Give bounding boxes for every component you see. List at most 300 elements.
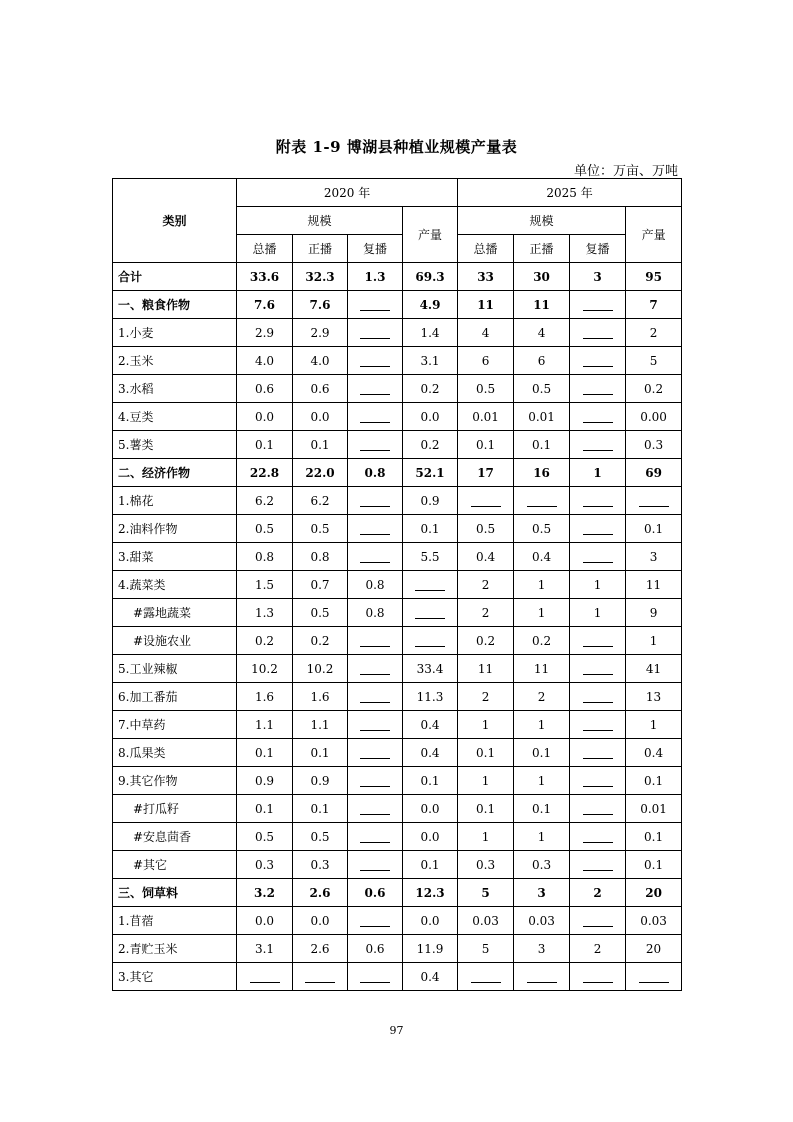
value-cell: 1 bbox=[458, 711, 514, 739]
header-scale-2025: 规模 bbox=[458, 207, 626, 235]
table-row bbox=[113, 907, 682, 935]
header-main-sown-2020: 正播 bbox=[293, 235, 348, 263]
value-cell: 0.0 bbox=[403, 823, 458, 851]
value-cell: 0.00 bbox=[626, 403, 682, 431]
value-cell: 2 bbox=[626, 319, 682, 347]
row-category-name: 合计 bbox=[113, 263, 237, 291]
value-cell: 3 bbox=[570, 263, 626, 291]
dash-line bbox=[360, 926, 390, 927]
value-cell: 0.0 bbox=[237, 403, 293, 431]
empty-cell-dash bbox=[458, 963, 514, 991]
table-title: 附表 1-9 博湖县种植业规模产量表 bbox=[275, 138, 518, 156]
empty-cell-dash bbox=[403, 627, 458, 655]
dash-line bbox=[583, 758, 613, 759]
empty-cell-dash bbox=[570, 543, 626, 571]
dash-line bbox=[360, 366, 390, 367]
dash-line bbox=[527, 982, 557, 983]
value-cell: 1.3 bbox=[348, 263, 403, 291]
value-cell: 0.0 bbox=[237, 907, 293, 935]
table-row bbox=[113, 599, 682, 627]
value-cell: 6 bbox=[458, 347, 514, 375]
row-category-name: #露地蔬菜 bbox=[113, 599, 237, 627]
table-row bbox=[113, 375, 682, 403]
table-row bbox=[113, 711, 682, 739]
value-cell: 0.1 bbox=[237, 431, 293, 459]
value-cell: 0.1 bbox=[403, 851, 458, 879]
row-category-name: 1.棉花 bbox=[113, 487, 237, 515]
dash-line bbox=[360, 786, 390, 787]
value-cell: 3 bbox=[626, 543, 682, 571]
value-cell: 4.0 bbox=[293, 347, 348, 375]
row-category-name: 1.苜蓿 bbox=[113, 907, 237, 935]
value-cell: 0.01 bbox=[626, 795, 682, 823]
value-cell: 10.2 bbox=[237, 655, 293, 683]
value-cell: 0.3 bbox=[293, 851, 348, 879]
value-cell: 5 bbox=[458, 935, 514, 963]
value-cell: 0.5 bbox=[293, 599, 348, 627]
row-category-name: 一、粮食作物 bbox=[113, 291, 237, 319]
dash-line bbox=[360, 646, 390, 647]
empty-cell-dash bbox=[570, 347, 626, 375]
dash-line bbox=[360, 758, 390, 759]
table-row bbox=[113, 543, 682, 571]
dash-line bbox=[583, 646, 613, 647]
table-row bbox=[113, 823, 682, 851]
dash-line bbox=[360, 394, 390, 395]
value-cell: 1 bbox=[458, 767, 514, 795]
value-cell: 52.1 bbox=[403, 459, 458, 487]
table-row bbox=[113, 319, 682, 347]
dash-line bbox=[360, 534, 390, 535]
header-year-2025: 2025 年 bbox=[458, 179, 682, 207]
table-row bbox=[113, 935, 682, 963]
value-cell: 1 bbox=[514, 823, 570, 851]
dash-line bbox=[305, 982, 335, 983]
value-cell: 0.6 bbox=[348, 935, 403, 963]
value-cell: 7.6 bbox=[293, 291, 348, 319]
value-cell: 11.9 bbox=[403, 935, 458, 963]
table-row bbox=[113, 683, 682, 711]
value-cell: 1.6 bbox=[237, 683, 293, 711]
value-cell: 0.1 bbox=[237, 795, 293, 823]
dash-line bbox=[583, 450, 613, 451]
value-cell: 6 bbox=[514, 347, 570, 375]
value-cell: 0.0 bbox=[403, 403, 458, 431]
dash-line bbox=[583, 982, 613, 983]
empty-cell-dash bbox=[570, 515, 626, 543]
empty-cell-dash bbox=[570, 823, 626, 851]
empty-cell-dash bbox=[514, 963, 570, 991]
value-cell: 1 bbox=[514, 571, 570, 599]
value-cell: 0.1 bbox=[626, 767, 682, 795]
row-category-name: 2.青贮玉米 bbox=[113, 935, 237, 963]
value-cell: 95 bbox=[626, 263, 682, 291]
row-category-name: 4.蔬菜类 bbox=[113, 571, 237, 599]
empty-cell-dash bbox=[348, 515, 403, 543]
table-row bbox=[113, 655, 682, 683]
empty-cell-dash bbox=[348, 683, 403, 711]
value-cell: 32.3 bbox=[293, 263, 348, 291]
value-cell: 1 bbox=[458, 823, 514, 851]
empty-cell-dash bbox=[570, 375, 626, 403]
header-total-sown-2020: 总播 bbox=[237, 235, 293, 263]
row-category-name: 3.其它 bbox=[113, 963, 237, 991]
value-cell: 0.1 bbox=[403, 767, 458, 795]
row-category-name: 5.薯类 bbox=[113, 431, 237, 459]
dash-line bbox=[639, 982, 669, 983]
value-cell: 0.8 bbox=[348, 599, 403, 627]
empty-cell-dash bbox=[570, 403, 626, 431]
header-year-2020: 2020 年 bbox=[237, 179, 458, 207]
value-cell: 0.1 bbox=[458, 739, 514, 767]
row-category-name: 7.中草药 bbox=[113, 711, 237, 739]
value-cell: 0.5 bbox=[237, 823, 293, 851]
dash-line bbox=[360, 338, 390, 339]
value-cell: 11 bbox=[514, 291, 570, 319]
table-row bbox=[113, 879, 682, 907]
table-row bbox=[113, 571, 682, 599]
empty-cell-dash bbox=[348, 907, 403, 935]
value-cell: 30 bbox=[514, 263, 570, 291]
empty-cell-dash bbox=[348, 655, 403, 683]
page-number: 97 bbox=[389, 1024, 404, 1037]
value-cell: 2.6 bbox=[293, 879, 348, 907]
value-cell: 0.8 bbox=[293, 543, 348, 571]
value-cell: 33.4 bbox=[403, 655, 458, 683]
empty-cell-dash bbox=[348, 767, 403, 795]
value-cell: 6.2 bbox=[293, 487, 348, 515]
header-multi-sown-2020: 复播 bbox=[348, 235, 403, 263]
value-cell: 69 bbox=[626, 459, 682, 487]
value-cell: 11 bbox=[458, 655, 514, 683]
empty-cell-dash bbox=[570, 795, 626, 823]
value-cell: 0.5 bbox=[458, 375, 514, 403]
value-cell: 0.1 bbox=[293, 795, 348, 823]
table-row bbox=[113, 851, 682, 879]
value-cell: 3.1 bbox=[237, 935, 293, 963]
empty-cell-dash bbox=[348, 403, 403, 431]
dash-line bbox=[415, 618, 445, 619]
value-cell: 0.2 bbox=[403, 431, 458, 459]
value-cell: 1 bbox=[514, 767, 570, 795]
value-cell: 4 bbox=[458, 319, 514, 347]
empty-cell-dash bbox=[570, 907, 626, 935]
dash-line bbox=[360, 450, 390, 451]
value-cell: 0.5 bbox=[514, 515, 570, 543]
header-multi-sown-2025: 复播 bbox=[570, 235, 626, 263]
dash-line bbox=[583, 338, 613, 339]
header-output-2025: 产量 bbox=[626, 207, 682, 263]
empty-cell-dash bbox=[570, 291, 626, 319]
dash-line bbox=[583, 506, 613, 507]
value-cell: 0.4 bbox=[403, 711, 458, 739]
value-cell: 7.6 bbox=[237, 291, 293, 319]
dash-line bbox=[250, 982, 280, 983]
empty-cell-dash bbox=[570, 963, 626, 991]
dash-line bbox=[583, 366, 613, 367]
value-cell: 1.6 bbox=[293, 683, 348, 711]
table-row bbox=[113, 459, 682, 487]
value-cell: 0.1 bbox=[403, 515, 458, 543]
table-row bbox=[113, 291, 682, 319]
dash-line bbox=[360, 814, 390, 815]
value-cell: 0.2 bbox=[403, 375, 458, 403]
empty-cell-dash bbox=[403, 571, 458, 599]
header-output-2020: 产量 bbox=[403, 207, 458, 263]
value-cell: 0.9 bbox=[403, 487, 458, 515]
dash-line bbox=[360, 730, 390, 731]
value-cell: 0.3 bbox=[458, 851, 514, 879]
row-category-name: #打瓜籽 bbox=[113, 795, 237, 823]
value-cell: 0.2 bbox=[458, 627, 514, 655]
header-scale-2020: 规模 bbox=[237, 207, 403, 235]
value-cell: 69.3 bbox=[403, 263, 458, 291]
empty-cell-dash bbox=[626, 487, 682, 515]
empty-cell-dash bbox=[348, 291, 403, 319]
empty-cell-dash bbox=[348, 431, 403, 459]
empty-cell-dash bbox=[348, 319, 403, 347]
dash-line bbox=[415, 590, 445, 591]
table-row bbox=[113, 627, 682, 655]
value-cell: 0.5 bbox=[293, 823, 348, 851]
dash-line bbox=[360, 674, 390, 675]
empty-cell-dash bbox=[570, 319, 626, 347]
value-cell: 2.9 bbox=[293, 319, 348, 347]
value-cell: 0.1 bbox=[293, 739, 348, 767]
empty-cell-dash bbox=[570, 655, 626, 683]
value-cell: 0.4 bbox=[458, 543, 514, 571]
row-category-name: #设施农业 bbox=[113, 627, 237, 655]
value-cell: 0.5 bbox=[458, 515, 514, 543]
value-cell: 22.0 bbox=[293, 459, 348, 487]
row-category-name: 6.加工番茄 bbox=[113, 683, 237, 711]
table-body bbox=[113, 263, 682, 991]
value-cell: 1 bbox=[570, 571, 626, 599]
value-cell: 0.1 bbox=[626, 823, 682, 851]
value-cell: 3 bbox=[514, 879, 570, 907]
value-cell: 0.8 bbox=[237, 543, 293, 571]
value-cell: 0.4 bbox=[403, 739, 458, 767]
value-cell: 0.1 bbox=[514, 739, 570, 767]
value-cell: 17 bbox=[458, 459, 514, 487]
value-cell: 0.3 bbox=[237, 851, 293, 879]
value-cell: 0.1 bbox=[293, 431, 348, 459]
empty-cell-dash bbox=[570, 711, 626, 739]
value-cell: 4 bbox=[514, 319, 570, 347]
value-cell: 0.5 bbox=[514, 375, 570, 403]
row-category-name: 2.油料作物 bbox=[113, 515, 237, 543]
value-cell: 0.0 bbox=[403, 795, 458, 823]
dash-line bbox=[639, 506, 669, 507]
dash-line bbox=[583, 870, 613, 871]
dash-line bbox=[583, 842, 613, 843]
dash-line bbox=[583, 562, 613, 563]
value-cell: 0.1 bbox=[514, 795, 570, 823]
empty-cell-dash bbox=[570, 431, 626, 459]
value-cell: 9 bbox=[626, 599, 682, 627]
empty-cell-dash bbox=[570, 739, 626, 767]
value-cell: 0.1 bbox=[626, 515, 682, 543]
value-cell: 0.6 bbox=[348, 879, 403, 907]
row-category-name: 4.豆类 bbox=[113, 403, 237, 431]
value-cell: 0.3 bbox=[626, 431, 682, 459]
dash-line bbox=[360, 982, 390, 983]
empty-cell-dash bbox=[348, 795, 403, 823]
empty-cell-dash bbox=[348, 823, 403, 851]
dash-line bbox=[583, 310, 613, 311]
empty-cell-dash bbox=[403, 599, 458, 627]
value-cell: 2 bbox=[570, 935, 626, 963]
value-cell: 3.2 bbox=[237, 879, 293, 907]
row-category-name: 3.水稻 bbox=[113, 375, 237, 403]
value-cell: 0.4 bbox=[403, 963, 458, 991]
table-row bbox=[113, 515, 682, 543]
value-cell: 5.5 bbox=[403, 543, 458, 571]
header-category: 类别 bbox=[113, 179, 237, 263]
value-cell: 0.0 bbox=[293, 907, 348, 935]
value-cell: 2 bbox=[570, 879, 626, 907]
dash-line bbox=[360, 702, 390, 703]
value-cell: 4.0 bbox=[237, 347, 293, 375]
value-cell: 13 bbox=[626, 683, 682, 711]
dash-line bbox=[583, 786, 613, 787]
value-cell: 0.2 bbox=[626, 375, 682, 403]
empty-cell-dash bbox=[348, 627, 403, 655]
value-cell: 2 bbox=[514, 683, 570, 711]
planting-scale-table bbox=[112, 178, 682, 991]
value-cell: 11 bbox=[626, 571, 682, 599]
unit-label: 单位：万亩、万吨 bbox=[573, 164, 678, 179]
header-main-sown-2025: 正播 bbox=[514, 235, 570, 263]
empty-cell-dash bbox=[514, 487, 570, 515]
value-cell: 0.1 bbox=[514, 431, 570, 459]
dash-line bbox=[360, 870, 390, 871]
value-cell: 0.2 bbox=[514, 627, 570, 655]
value-cell: 0.5 bbox=[293, 515, 348, 543]
value-cell: 20 bbox=[626, 935, 682, 963]
value-cell: 1 bbox=[514, 599, 570, 627]
value-cell: 1 bbox=[570, 599, 626, 627]
value-cell: 11 bbox=[514, 655, 570, 683]
value-cell: 0.9 bbox=[293, 767, 348, 795]
row-category-name: 8.瓜果类 bbox=[113, 739, 237, 767]
value-cell: 0.1 bbox=[626, 851, 682, 879]
value-cell: 41 bbox=[626, 655, 682, 683]
value-cell: 0.2 bbox=[237, 627, 293, 655]
table-row bbox=[113, 767, 682, 795]
value-cell: 33.6 bbox=[237, 263, 293, 291]
empty-cell-dash bbox=[570, 851, 626, 879]
value-cell: 1 bbox=[626, 711, 682, 739]
dash-line bbox=[360, 506, 390, 507]
value-cell: 1.1 bbox=[237, 711, 293, 739]
value-cell: 0.3 bbox=[514, 851, 570, 879]
value-cell: 0.1 bbox=[458, 431, 514, 459]
empty-cell-dash bbox=[348, 851, 403, 879]
value-cell: 0.03 bbox=[626, 907, 682, 935]
row-category-name: 1.小麦 bbox=[113, 319, 237, 347]
empty-cell-dash bbox=[237, 963, 293, 991]
dash-line bbox=[360, 422, 390, 423]
value-cell: 11 bbox=[458, 291, 514, 319]
dash-line bbox=[471, 506, 501, 507]
dash-line bbox=[415, 646, 445, 647]
value-cell: 33 bbox=[458, 263, 514, 291]
empty-cell-dash bbox=[348, 347, 403, 375]
table-row bbox=[113, 263, 682, 291]
dash-line bbox=[360, 562, 390, 563]
value-cell: 12.3 bbox=[403, 879, 458, 907]
value-cell: 1.3 bbox=[237, 599, 293, 627]
empty-cell-dash bbox=[626, 963, 682, 991]
dash-line bbox=[471, 982, 501, 983]
empty-cell-dash bbox=[348, 543, 403, 571]
value-cell: 0.2 bbox=[293, 627, 348, 655]
dash-line bbox=[583, 702, 613, 703]
empty-cell-dash bbox=[348, 711, 403, 739]
value-cell: 0.1 bbox=[458, 795, 514, 823]
table-row bbox=[113, 487, 682, 515]
value-cell: 0.4 bbox=[514, 543, 570, 571]
value-cell: 0.9 bbox=[237, 767, 293, 795]
value-cell: 3 bbox=[514, 935, 570, 963]
dash-line bbox=[583, 730, 613, 731]
value-cell: 1.4 bbox=[403, 319, 458, 347]
value-cell: 5 bbox=[458, 879, 514, 907]
dash-line bbox=[583, 926, 613, 927]
empty-cell-dash bbox=[348, 739, 403, 767]
value-cell: 10.2 bbox=[293, 655, 348, 683]
value-cell: 0.7 bbox=[293, 571, 348, 599]
value-cell: 0.6 bbox=[237, 375, 293, 403]
table-row bbox=[113, 347, 682, 375]
table-row bbox=[113, 795, 682, 823]
value-cell: 7 bbox=[626, 291, 682, 319]
value-cell: 0.0 bbox=[403, 907, 458, 935]
value-cell: 2 bbox=[458, 599, 514, 627]
value-cell: 0.01 bbox=[458, 403, 514, 431]
row-category-name: 二、经济作物 bbox=[113, 459, 237, 487]
value-cell: 1.5 bbox=[237, 571, 293, 599]
table-row bbox=[113, 739, 682, 767]
empty-cell-dash bbox=[348, 487, 403, 515]
value-cell: 1 bbox=[514, 711, 570, 739]
dash-line bbox=[360, 842, 390, 843]
value-cell: 0.0 bbox=[293, 403, 348, 431]
value-cell: 0.8 bbox=[348, 571, 403, 599]
value-cell: 5 bbox=[626, 347, 682, 375]
value-cell: 3.1 bbox=[403, 347, 458, 375]
empty-cell-dash bbox=[570, 767, 626, 795]
value-cell: 0.1 bbox=[237, 739, 293, 767]
dash-line bbox=[583, 674, 613, 675]
value-cell: 0.5 bbox=[237, 515, 293, 543]
value-cell: 0.03 bbox=[514, 907, 570, 935]
value-cell: 1 bbox=[570, 459, 626, 487]
dash-line bbox=[360, 310, 390, 311]
value-cell: 4.9 bbox=[403, 291, 458, 319]
dash-line bbox=[583, 422, 613, 423]
row-category-name: 2.玉米 bbox=[113, 347, 237, 375]
empty-cell-dash bbox=[458, 487, 514, 515]
value-cell: 0.4 bbox=[626, 739, 682, 767]
empty-cell-dash bbox=[348, 963, 403, 991]
row-category-name: #其它 bbox=[113, 851, 237, 879]
value-cell: 0.01 bbox=[514, 403, 570, 431]
value-cell: 0.8 bbox=[348, 459, 403, 487]
value-cell: 2.9 bbox=[237, 319, 293, 347]
table-row bbox=[113, 431, 682, 459]
